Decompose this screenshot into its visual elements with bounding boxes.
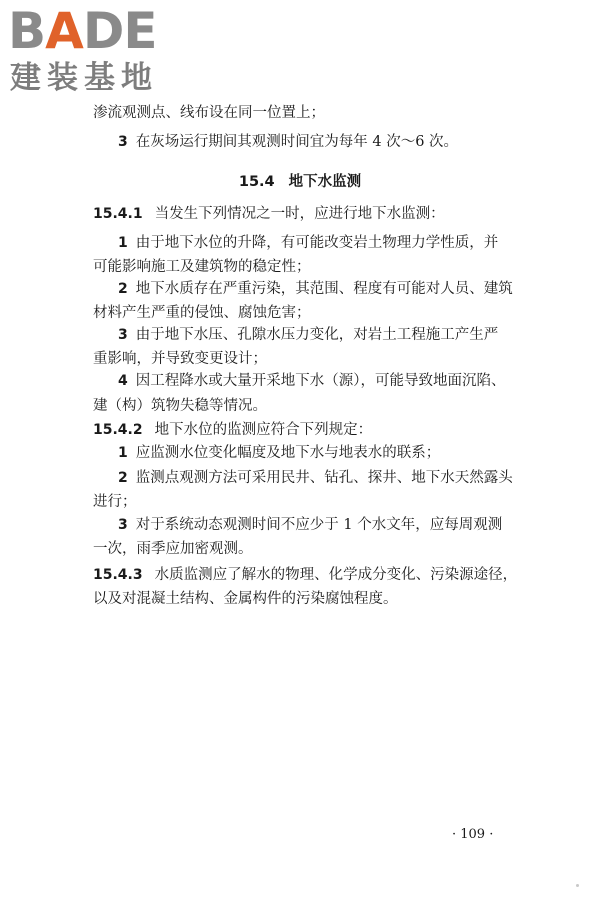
text-line: 以及对混凝土结构、金属构件的污染腐蚀程度。 <box>93 591 398 607</box>
list-item <box>118 371 506 391</box>
logo-letter-a: A <box>45 2 83 60</box>
item-text: 在灰场运行期间其观测时间宜为每年 4 次～6 次。 <box>135 134 459 150</box>
section-title: 地下水监测 <box>288 174 362 190</box>
text-line: 进行； <box>93 494 137 510</box>
list-item <box>118 132 458 152</box>
clause-number: 15.4.2 <box>93 422 143 438</box>
item-number: 1 <box>118 235 128 251</box>
text-line: 一次，雨季应加密观测。 <box>93 541 253 557</box>
text-line: 建（构）筑物失稳等情况。 <box>93 398 267 414</box>
item-number: 3 <box>118 517 128 533</box>
clause <box>93 565 517 585</box>
item-text: 由于地下水压、孔隙水压力变化，对岩土工程施工产生严 <box>135 327 499 343</box>
section-number: 15.4 <box>238 174 275 190</box>
text-line: 可能影响施工及建筑物的稳定性； <box>93 259 311 275</box>
clause-text: 水质监测应了解水的物理、化学成分变化、污染源途径， <box>154 567 518 583</box>
item-text: 地下水质存在严重污染，其范围、程度有可能对人员、建筑 <box>135 281 513 297</box>
item-text: 对于系统动态观测时间不应少于 1 个水文年，应每周观测 <box>135 517 503 533</box>
list-item <box>118 233 498 253</box>
item-text: 由于地下水位的升降，有可能改变岩土物理力学性质，并 <box>135 235 499 251</box>
list-item <box>118 325 498 345</box>
item-text: 监测点观测方法可采用民井、钻孔、探井、地下水天然露头 <box>135 470 513 486</box>
scan-dot <box>576 884 579 887</box>
item-text: 应监测水位变化幅度及地下水与地表水的联系； <box>135 445 441 461</box>
list-item <box>118 279 513 299</box>
clause-number: 15.4.1 <box>93 206 143 222</box>
list-item <box>118 468 513 488</box>
clause <box>93 420 372 440</box>
item-number: 2 <box>118 281 128 297</box>
clause-number: 15.4.3 <box>93 567 143 583</box>
text-line: 重影响，并导致变更设计； <box>93 351 267 367</box>
item-number: 4 <box>118 373 128 389</box>
section-heading <box>0 172 600 192</box>
clause <box>93 204 445 224</box>
list-item <box>118 443 440 463</box>
clause-text: 地下水位的监测应符合下列规定： <box>154 422 373 438</box>
text-line: 材料产生严重的侵蚀、腐蚀危害； <box>93 305 311 321</box>
item-text: 因工程降水或大量开采地下水（源），可能导致地面沉陷、 <box>135 373 506 389</box>
item-number: 3 <box>118 134 128 150</box>
logo-subtitle: 建装基地 <box>10 60 158 96</box>
list-item <box>118 515 502 535</box>
item-number: 2 <box>118 470 128 486</box>
item-number: 1 <box>118 445 128 461</box>
logo-letter-b: B <box>8 2 46 60</box>
item-number: 3 <box>118 327 128 343</box>
text-line: 渗流观测点、线布设在同一位置上； <box>93 105 325 121</box>
clause-text: 当发生下列情况之一时，应进行地下水监测： <box>154 206 445 222</box>
logo <box>8 2 178 98</box>
page-number: · 109 · <box>452 827 494 842</box>
logo-wordmark <box>8 2 157 60</box>
logo-letters-de: DE <box>82 2 157 60</box>
